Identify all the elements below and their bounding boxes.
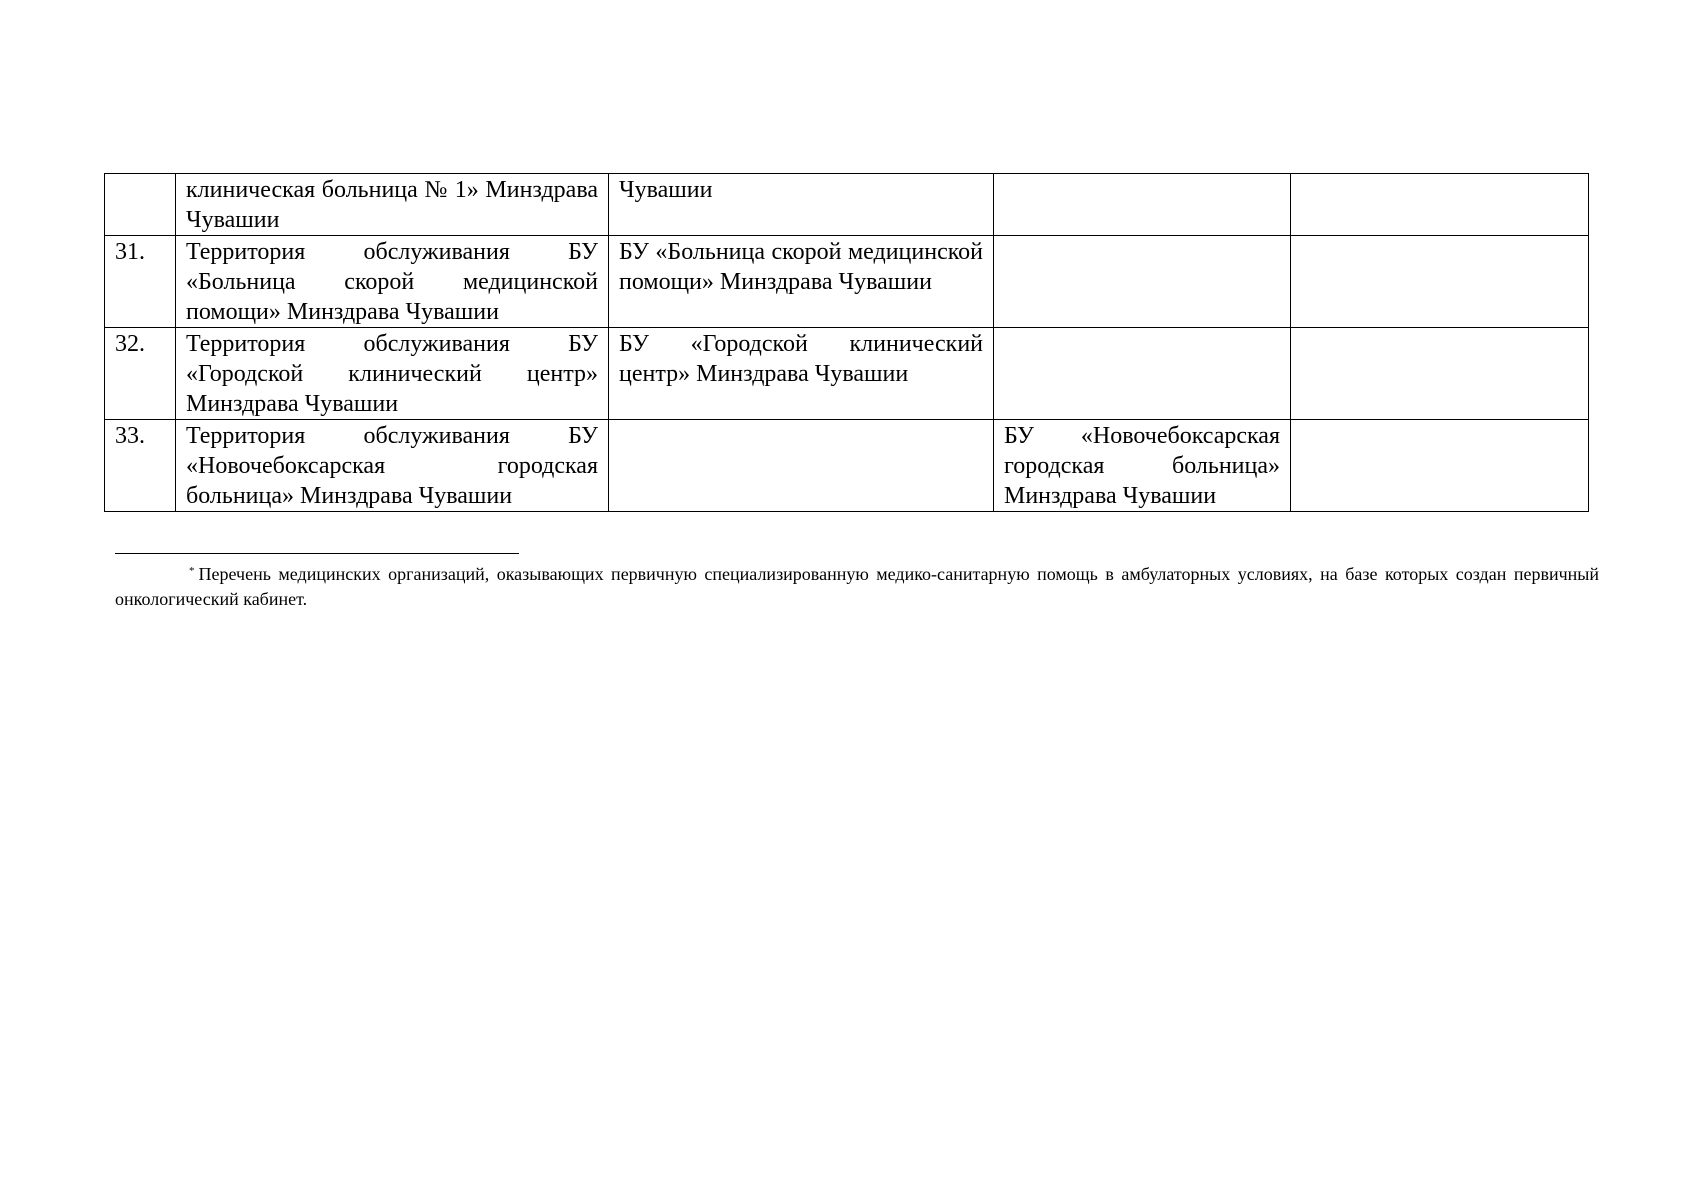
organization-text: БУ «Городской клинический центр» Минздрава Чувашии (619, 331, 983, 387)
organization-text: Чувашии (619, 177, 713, 203)
oncology-cabinet-text: БУ «Новочебоксарская городская больница» Минздрава Чувашии (1004, 423, 1280, 509)
row-number-cell (105, 174, 176, 236)
territory-text: Территория обслуживания БУ «Больница скорой медицинской помощи» Минздрава Чувашии (186, 239, 598, 325)
territory-text: Территория обслуживания БУ «Новочебоксарская городская больница» Минздрава Чувашии (186, 423, 598, 509)
oncology-cabinet-cell (994, 174, 1291, 236)
extra-cell (1291, 328, 1589, 420)
row-number-cell: 33. (105, 420, 176, 512)
footnote-separator (115, 553, 519, 554)
oncology-cabinet-cell (994, 236, 1291, 328)
footnote-marker: * (189, 565, 195, 577)
row-number-cell: 31. (105, 236, 176, 328)
table-row (105, 236, 1589, 328)
extra-cell (1291, 420, 1589, 512)
organization-cell (609, 236, 994, 328)
territory-cell (176, 174, 609, 236)
oncology-cabinet-cell (994, 420, 1291, 512)
table-row (105, 328, 1589, 420)
organization-cell (609, 420, 994, 512)
extra-cell (1291, 236, 1589, 328)
table-row (105, 420, 1589, 512)
footnote (115, 562, 1599, 612)
organizations-table (104, 173, 1589, 512)
territory-text: Территория обслуживания БУ «Городской клинический центр» Минздрава Чувашии (186, 331, 598, 417)
organization-text: БУ «Больница скорой медицинской помощи» Минздрава Чувашии (619, 239, 983, 295)
table-row (105, 174, 1589, 236)
footnote-text: Перечень медицинских организаций, оказывающих первичную специализированную медико-санитарную помощь в амбулаторных условиях, на базе которых создан первичный онкологический кабинет. (115, 564, 1599, 609)
territory-cell (176, 236, 609, 328)
organization-cell (609, 174, 994, 236)
organization-cell (609, 328, 994, 420)
territory-cell (176, 420, 609, 512)
extra-cell (1291, 174, 1589, 236)
oncology-cabinet-cell (994, 328, 1291, 420)
row-number-cell: 32. (105, 328, 176, 420)
territory-cell (176, 328, 609, 420)
territory-text: клиническая больница № 1» Минздрава Чувашии (186, 177, 598, 233)
